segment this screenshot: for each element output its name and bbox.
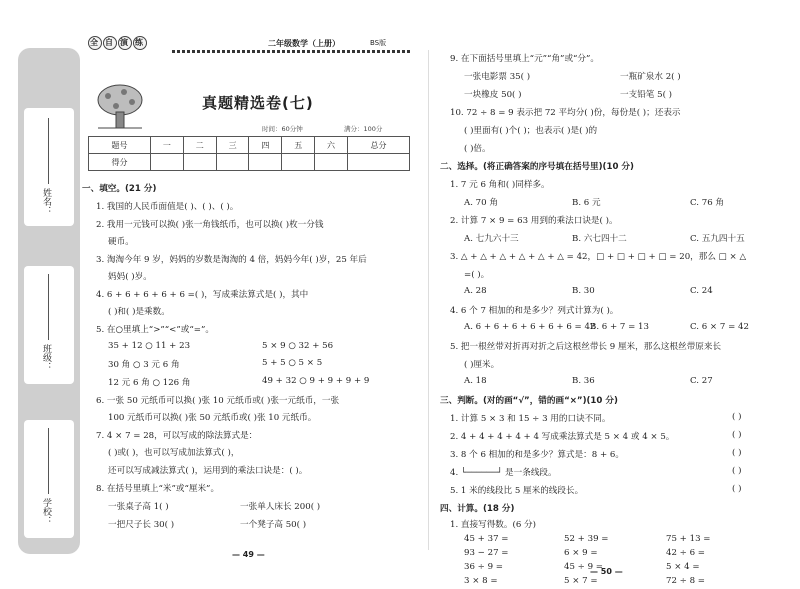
table-row [89,137,410,154]
question-line: 1. 7 元 6 角和( )同样多。 [450,180,550,190]
option-a[interactable]: A. 七九六十三 [464,234,519,244]
calc-item: 75 + 13 = [666,534,711,544]
brand-char: 自 [103,36,117,50]
score-table [88,136,410,171]
school-underline [48,428,49,494]
question-line: 妈妈( )岁。 [108,272,152,282]
answer-paren[interactable]: ( ) [732,466,742,476]
page-number: — 50 — [590,567,623,576]
page-number: — 49 — [232,550,265,559]
table-cell[interactable] [249,154,282,171]
brand-char: 演 [118,36,132,50]
brand-char: 练 [133,36,147,50]
question-line: 1. 直接写得数。(6 分) [450,520,536,530]
class-underline [48,274,49,340]
calc-item: 5 × 4 = [666,562,700,572]
unit-item: 一张桌子高 1( ) [108,502,169,512]
calc-item: 72 ÷ 8 = [666,576,705,586]
edition-label: BS版 [370,39,387,47]
school-label: 学校： [41,498,51,525]
answer-paren[interactable]: ( ) [732,412,742,422]
question-line: 2. 我用一元钱可以换( )张一角钱纸币，也可以换( )枚一分钱 [96,220,324,230]
right-page [440,30,780,586]
judge-item: 2. 4 + 4 + 4 + 4 + 4 写成乘法算式是 5 × 4 或 4 × 5。 [450,432,675,442]
table-cell: 一 [151,137,184,154]
tree-illustration [94,82,146,130]
brand-char: 全 [88,36,102,50]
table-cell: 四 [249,137,282,154]
table-cell[interactable] [151,154,184,171]
question-line: =( )。 [464,270,490,280]
unit-item: 一张单人床长 200( ) [240,502,321,512]
option-b[interactable]: B. 30 [572,286,595,296]
table-cell[interactable] [347,154,409,171]
question-line: ( )和( )是乘数。 [108,307,170,317]
option-a[interactable]: A. 6 + 6 + 6 + 6 + 6 + 6 = 42 [464,322,596,332]
option-a[interactable]: A. 70 角 [464,198,498,208]
option-c[interactable]: C. 27 [690,376,713,386]
compare-item: 35 + 12 ○ 11 + 23 [108,341,191,351]
option-b[interactable]: B. 6 元 [572,198,601,208]
section-heading: 二、选择。(将正确答案的序号填在括号里)(10 分) [440,162,634,172]
calc-item: 42 ÷ 6 = [666,548,705,558]
subject-title: 二年级数学（上册） [268,39,340,48]
section-heading: 四、计算。(18 分) [440,504,515,514]
judge-item: 1. 计算 5 × 3 和 15 ÷ 3 用的口诀不同。 [450,414,611,424]
compare-item: 12 元 6 角 ○ 126 角 [108,378,191,388]
question-line: 3. △ + △ + △ + △ + △ + △ = 42，□ + □ + □ + □ = 20，那么 □ × △ [450,252,747,262]
calc-item: 52 + 39 = [564,534,609,544]
name-label: 姓名： [41,188,51,215]
brand-logo [88,36,148,50]
calc-item: 45 ÷ 9 = [564,562,603,572]
question-line: ( )倍。 [464,144,491,154]
full-score: 满分：100分 [344,125,383,133]
answer-paren[interactable]: ( ) [732,448,742,458]
left-page [82,30,418,575]
question-line: 4. 6 + 6 + 6 + 6 + 6 =( )，写成乘法算式是( )，其中 [96,290,309,300]
calc-item: 5 × 7 = [564,576,598,586]
name-underline [48,118,49,184]
question-line: ( )或( )，也可以写成加法算式( )， [108,448,240,458]
option-c[interactable]: C. 6 × 7 = 42 [690,322,749,332]
compare-item: 5 × 9 ○ 32 + 56 [262,341,334,351]
unit-item: 一瓶矿泉水 2( ) [620,72,681,82]
question-line: 4. 6 个 7 相加的和是多少？列式计算为( )。 [450,306,619,316]
answer-paren[interactable]: ( ) [732,484,742,494]
question-line: 2. 计算 7 × 9 = 63 用到的乘法口诀是( )。 [450,216,618,226]
question-line: ( )厘米。 [464,360,500,370]
question-line: 8. 在括号里填上“米”或“厘米”。 [96,484,220,494]
question-line: 100 元纸币可以换( )张 50 元纸币或( )张 10 元纸币。 [108,413,317,423]
table-cell: 六 [315,137,348,154]
unit-item: 一块橡皮 50( ) [464,90,522,100]
option-c[interactable]: C. 76 角 [690,198,724,208]
question-line: 1. 我国的人民币面值是( )、( )、( )。 [96,202,239,212]
unit-item: 一把尺子长 30( ) [108,520,175,530]
option-a[interactable]: A. 18 [464,376,487,386]
question-line: 6. 一张 50 元纸币可以换( )张 10 元纸币或( )张一元纸币，一张 [96,396,340,406]
table-cell[interactable] [216,154,249,171]
time-limit: 时间：60分钟 [262,125,303,133]
answer-paren[interactable]: ( ) [732,430,742,440]
unit-item: 一个凳子高 50( ) [240,520,307,530]
option-c[interactable]: C. 五九四十五 [690,234,745,244]
judge-item: 5. 1 米的线段比 5 厘米的线段长。 [450,486,584,496]
table-cell[interactable] [315,154,348,171]
question-line: 7. 4 × 7 = 28，可以写成的除法算式是： [96,431,258,441]
question-line: 硬币。 [108,237,134,247]
compare-item: 5 + 5 ○ 5 × 5 [262,358,323,368]
judge-item: 4. └──────┘ 是一条线段。 [450,468,557,478]
calc-item: 93 − 27 = [464,548,509,558]
table-cell[interactable] [282,154,315,171]
section-heading: 三、判断。(对的画“√”，错的画“×”)(10 分) [440,396,618,406]
option-a[interactable]: A. 28 [464,286,487,296]
page-title: 真题精选卷(七) [202,94,314,112]
table-row [89,154,410,171]
calc-item: 3 × 8 = [464,576,498,586]
compare-item: 49 + 32 ○ 9 + 9 + 9 + 9 [262,376,370,386]
unit-item: 一张电影票 35( ) [464,72,531,82]
calc-item: 45 + 37 = [464,534,509,544]
question-line: 9. 在下面括号里填上“元”“角”或“分”。 [450,54,600,64]
table-cell: 五 [282,137,315,154]
question-line: 5. 把一根丝带对折再对折之后这根丝带长 9 厘米，那么这根丝带原来长 [450,342,722,352]
option-b[interactable]: B. 36 [572,376,595,386]
question-line: 还可以写成减法算式( )，运用到的乘法口诀是：( )。 [108,466,308,476]
compare-item: 30 角 ○ 3 元 6 角 [108,360,180,370]
table-cell: 三 [216,137,249,154]
table-cell: 二 [183,137,216,154]
option-c[interactable]: C. 24 [690,286,713,296]
question-line: 5. 在○里填上“>”“<”或“=”。 [96,325,214,335]
unit-item: 一支铅笔 5( ) [620,90,673,100]
table-cell: 总分 [347,137,409,154]
header-rule [172,50,412,53]
class-label: 班级： [41,344,51,371]
calc-item: 6 × 9 = [564,548,598,558]
page-divider [428,50,429,550]
table-cell: 题号 [89,137,151,154]
judge-item: 3. 8 个 6 相加的和是多少？算式是：8 + 6。 [450,450,624,460]
table-cell[interactable] [183,154,216,171]
calc-item: 36 ÷ 9 = [464,562,503,572]
question-line: ( )里面有( )个( )；也表示( )是( )的 [464,126,598,136]
option-b[interactable]: B. 6 + 7 = 13 [590,322,649,332]
option-b[interactable]: B. 六七四十二 [572,234,627,244]
table-cell: 得分 [89,154,151,171]
section-heading: 一、填空。(21 分) [82,184,157,194]
question-line: 3. 淘淘今年 9 岁，妈妈的岁数是淘淘的 4 倍，妈妈今年( )岁，25 年后 [96,255,367,265]
binding-sidebar [18,48,80,554]
page-header [82,30,418,64]
question-line: 10. 72 ÷ 8 = 9 表示把 72 平均分( )份，每份是( )；还表示 [450,108,681,118]
